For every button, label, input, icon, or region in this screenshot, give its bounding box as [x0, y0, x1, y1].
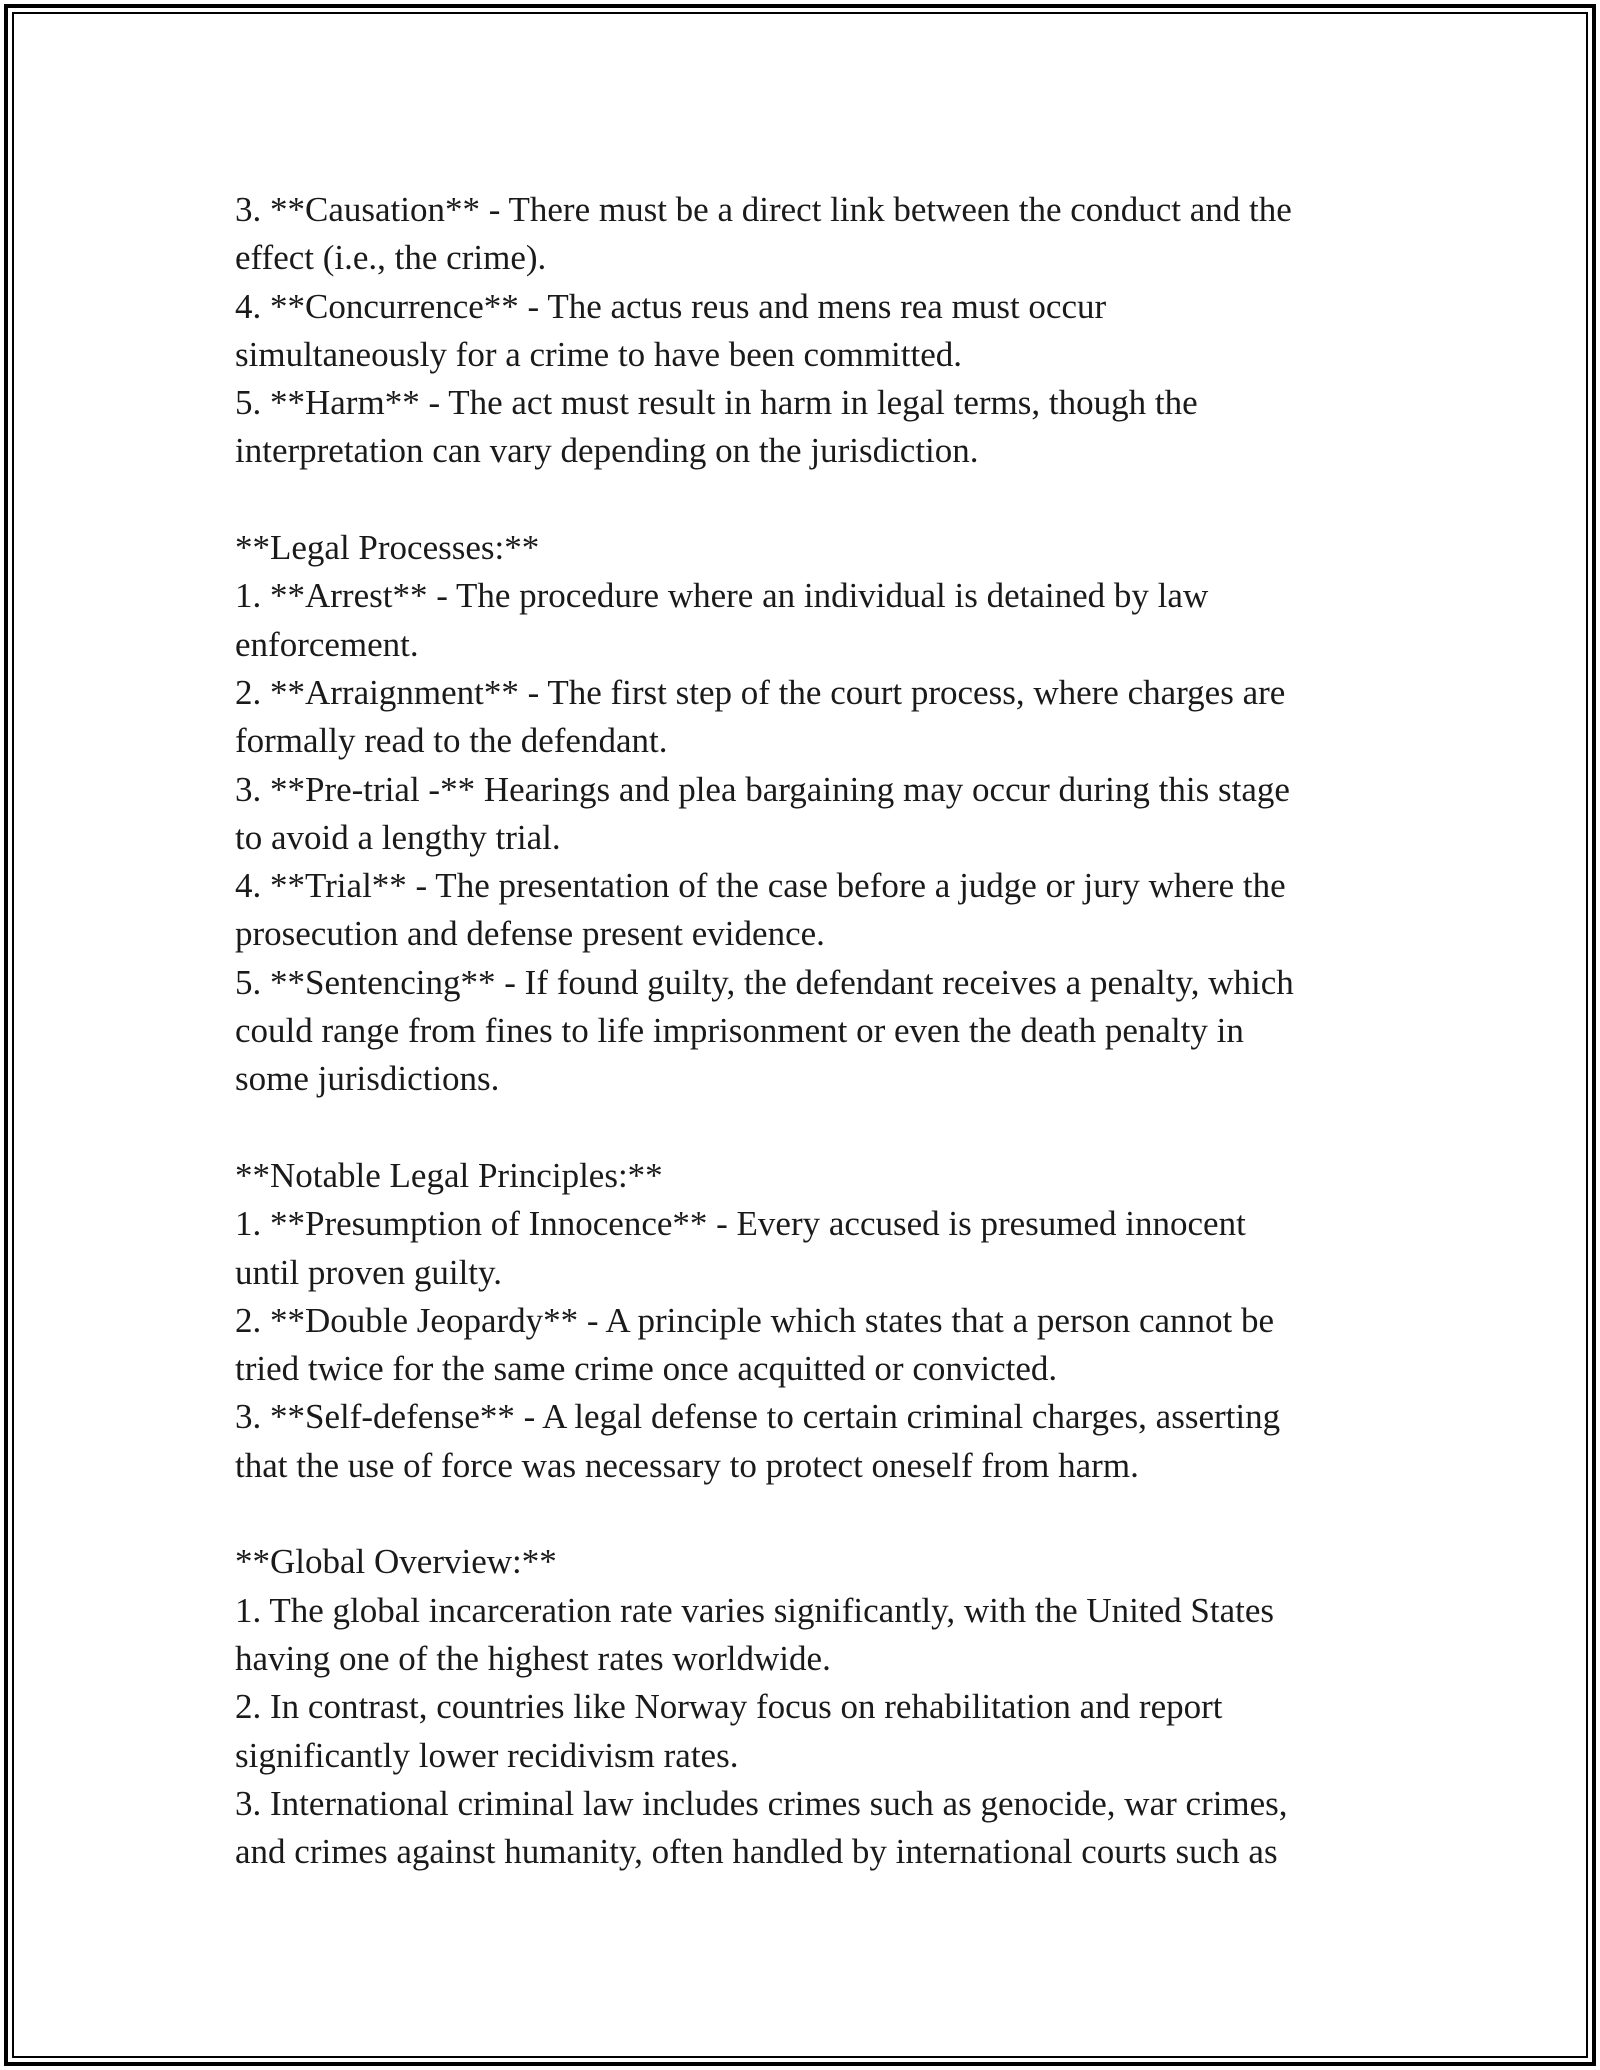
- text-line: having one of the highest rates worldwide.: [235, 1638, 831, 1678]
- blank-line: [235, 1104, 1365, 1152]
- text-line: 3. **Causation** - There must be a direct link between the conduct and the: [235, 190, 1292, 229]
- text-line: to avoid a lengthy trial.: [235, 817, 561, 857]
- text-line: 2. **Arraignment** - The first step of the court process, where charges are: [235, 672, 1286, 712]
- text-line: that the use of force was necessary to protect oneself from harm.: [235, 1445, 1139, 1485]
- text-line: prosecution and defense present evidence.: [235, 914, 825, 954]
- text-line: interpretation can vary depending on the jurisdiction.: [235, 431, 979, 471]
- blank-line: [235, 476, 1365, 524]
- text-line: and crimes against humanity, often handled by international courts such as: [235, 1832, 1278, 1872]
- text-line: some jurisdictions.: [235, 1059, 500, 1099]
- section-heading-global-overview: **Global Overview:**: [235, 1542, 557, 1582]
- text-line: 3. **Self-defense** - A legal defense to certain criminal charges, asserting: [235, 1397, 1281, 1437]
- text-line: 1. The global incarceration rate varies significantly, with the United States: [235, 1590, 1274, 1630]
- text-line: 1. **Arrest** - The procedure where an individual is detained by law: [235, 576, 1209, 616]
- text-line: simultaneously for a crime to have been committed.: [235, 334, 963, 374]
- text-line: 4. **Trial** - The presentation of the case before a judge or jury where the: [235, 866, 1286, 906]
- text-line: 1. **Presumption of Innocence** - Every accused is presumed innocent: [235, 1204, 1246, 1244]
- text-line: 5. **Sentencing** - If found guilty, the defendant receives a penalty, which: [235, 962, 1294, 1002]
- text-line: 5. **Harm** - The act must result in harm in legal terms, though the: [235, 383, 1198, 423]
- text-line: significantly lower recidivism rates.: [235, 1735, 739, 1775]
- text-line: 3. International criminal law includes crimes such as genocide, war crimes,: [235, 1783, 1288, 1823]
- section-heading-notable-legal-principles: **Notable Legal Principles:**: [235, 1155, 663, 1195]
- text-line: 2. In contrast, countries like Norway focus on rehabilitation and report: [235, 1687, 1223, 1727]
- section-heading-legal-processes: **Legal Processes:**: [235, 528, 540, 568]
- text-line: formally read to the defendant.: [235, 721, 668, 761]
- text-line: until proven guilty.: [235, 1252, 503, 1292]
- text-line: could range from fines to life imprisonment or even the death penalty in: [235, 1011, 1244, 1051]
- text-line: 2. **Double Jeopardy** - A principle which states that a person cannot be: [235, 1300, 1275, 1340]
- blank-line: [235, 1490, 1365, 1538]
- document-body: [235, 186, 1365, 1876]
- text-line: 3. **Pre-trial -** Hearings and plea bargaining may occur during this stage: [235, 769, 1290, 809]
- text-line: effect (i.e., the crime).: [235, 238, 547, 278]
- text-line: 4. **Concurrence** - The actus reus and mens rea must occur: [235, 286, 1107, 326]
- text-line: tried twice for the same crime once acquitted or convicted.: [235, 1349, 1058, 1389]
- text-line: enforcement.: [235, 624, 419, 664]
